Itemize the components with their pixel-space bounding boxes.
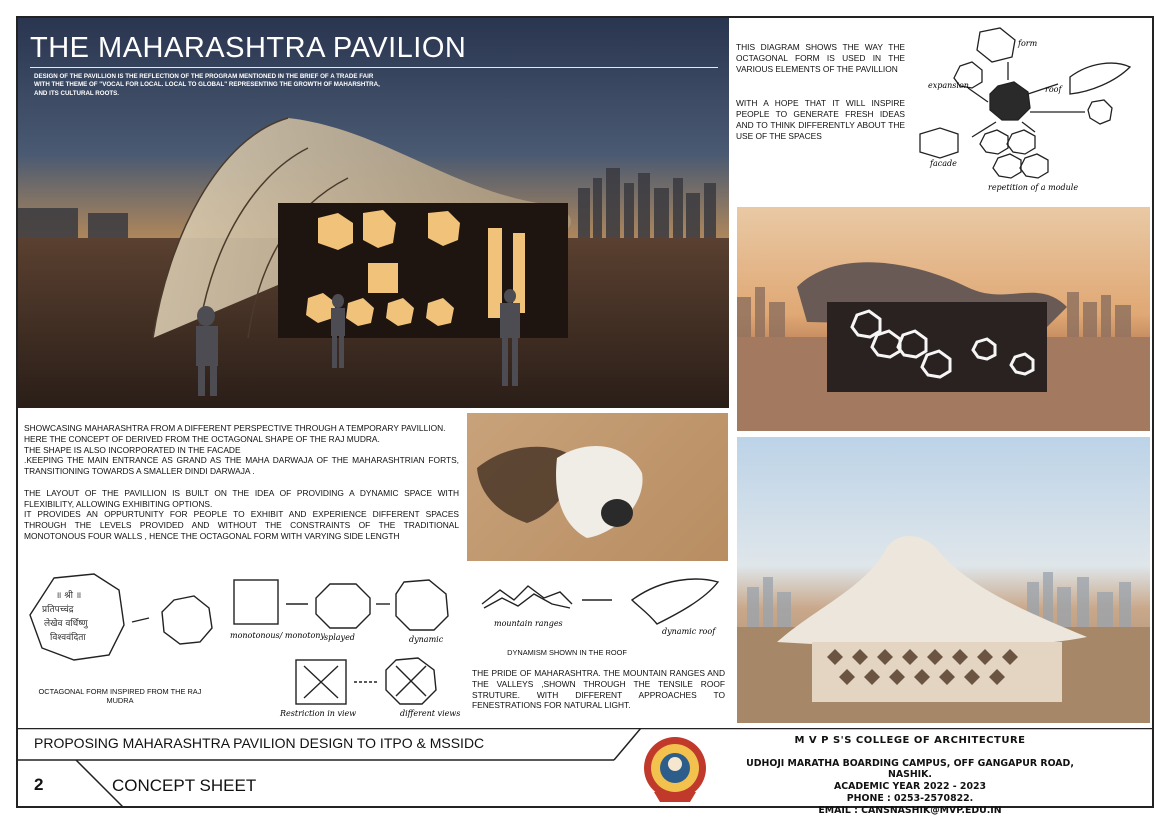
concept-line-3: THE SHAPE IS ALSO INCORPORATED IN THE FACADE — [24, 444, 241, 455]
svg-text:लेखेव वर्धिष्णु: लेखेव वर्धिष्णु — [44, 619, 88, 629]
roof-caption: DYNAMISM SHOWN IN THE ROOF — [507, 648, 627, 657]
hero-render — [18, 18, 729, 408]
render-sunset-view — [737, 207, 1150, 431]
concept-description — [24, 423, 459, 542]
title-underline — [30, 67, 718, 68]
concept-line-6: IT PROVIDES AN OPPURTUNITY FOR PEOPLE TO EXHIBIT AND EXPERIENCE DIFFERENT SPACES THROUGH THE LEVELS PROVIDED AND WITHOUT THE CONSTRAINTS OF THE TRADITIONAL MONOTONOUS FOUR WALLS , HENCE THE OCTAGONAL FORM WITH VARYING SIDE LENGTH — [24, 509, 459, 541]
sketch-label-facade: facade — [930, 159, 957, 168]
render-daylight-view — [737, 437, 1150, 723]
hero-subtitle: DESIGN OF THE PAVILLION IS THE REFLECTION OF THE PROGRAM MENTIONED IN THE BRIEF OF A TRADE FAIR WITH THE THEME OF "VOCAL FOR LOCAL. LOCAL TO GLOBAL" REPRESENTING THE GROWTH OF MAHARSHTRA, AND ITS CULTURAL ROOTS. — [34, 73, 380, 97]
concept-line-4: .KEEPING THE MAIN ENTRANCE AS GRAND AS THE MAHA DARWAJA OF THE MAHARASHTRIAN FORTS, TRANSITIONING TOWARDS A SMALLER DINDI DARWAJA . — [24, 455, 459, 476]
label-restriction: Restriction in view — [280, 709, 357, 718]
mudra-caption: OCTAGONAL FORM INSPIRED FROM THE RAJ MUDRA — [38, 687, 202, 705]
roof-dynamism-sketch — [472, 572, 730, 652]
model-photo-illustration — [467, 413, 728, 561]
model-photo — [467, 413, 728, 561]
svg-text:॥ श्री ॥: ॥ श्री ॥ — [56, 591, 82, 601]
svg-text:विश्ववंदिता: विश्ववंदिता — [50, 633, 86, 643]
concept-line-2: HERE THE CONCEPT OF DERIVED FROM THE OCTAGONAL SHAPE OF THE RAJ MUDRA. — [24, 433, 380, 444]
pride-description: THE PRIDE OF MAHARASHTRA. THE MOUNTAIN RANGES AND THE VALLEYS ,SHOWN THROUGH THE TENSILE ROOF STRUTURE. WITH DIFFERENT APPROACHES TO FENESTRATIONS FOR NATURAL LIGHT. — [472, 668, 725, 711]
octagon-usage-sketch — [910, 22, 1150, 194]
page-title: THE MAHARASHTRA PAVILION — [30, 32, 467, 64]
label-mountain-ranges: mountain ranges — [494, 619, 563, 628]
render-daylight-illustration — [737, 437, 1150, 723]
academic-year: ACADEMIC YEAR 2022 - 2023 — [833, 781, 987, 792]
diagram-description — [736, 42, 905, 141]
sheet-title: CONCEPT SHEET — [112, 776, 257, 795]
proposal-title: PROPOSING MAHARASHTRA PAVILION DESIGN TO ITPO & MSSIDC — [34, 735, 485, 751]
sketch-label-repetition: repetition of a module — [988, 183, 1079, 192]
college-address: UDHOJI MARATHA BOARDING CAMPUS, OFF GANGAPUR ROAD, NASHIK. — [746, 757, 1074, 781]
label-different-views: different views — [400, 709, 461, 718]
diagram-para-2: WITH A HOPE THAT IT WILL INSPIRE PEOPLE TO GENERATE FRESH IDEAS AND TO THINK DIFFERENTLY ABOUT THE USE OF THE SPACES — [736, 98, 905, 141]
sketch-label-form: form — [1018, 39, 1038, 48]
label-dynamic: dynamic — [409, 635, 444, 644]
college-name: M V P S'S COLLEGE OF ARCHITECTURE — [794, 735, 1026, 746]
sketch-label-expansion: expansion — [928, 81, 969, 90]
label-dynamic-roof: dynamic roof — [662, 627, 716, 636]
sketch-label-roof: roof — [1045, 85, 1062, 94]
label-splayed: splayed — [324, 633, 355, 642]
concept-line-1: SHOWCASING MAHARASHTRA FROM A DIFFERENT PERSPECTIVE THROUGH A TEMPORARY PAVILLION. — [24, 423, 446, 433]
render-sunset-illustration — [737, 207, 1150, 431]
svg-text:प्रतिपच्चंद्र: प्रतिपच्चंद्र — [42, 605, 74, 615]
college-logo — [636, 734, 714, 806]
college-info — [730, 735, 1090, 816]
college-phone: PHONE : 0253-2570822. — [846, 792, 974, 804]
concept-line-5: THE LAYOUT OF THE PAVILLION IS BUILT ON THE IDEA OF PROVIDING A DYNAMIC SPACE WITH FLEXIBILITY, ALLOWING EXHIBITING OPTIONS. — [24, 487, 459, 509]
label-monotonous: monotonous/ monotony — [230, 631, 325, 640]
sheet-number: 2 — [34, 775, 44, 794]
college-email: EMAIL : CANSNASHIK@MVP.EDU.IN — [818, 804, 1002, 816]
diagram-para-1: THIS DIAGRAM SHOWS THE WAY THE OCTAGONAL FORM IS USED IN THE VARIOUS ELEMENTS OF THE PAVILLION — [736, 42, 905, 74]
